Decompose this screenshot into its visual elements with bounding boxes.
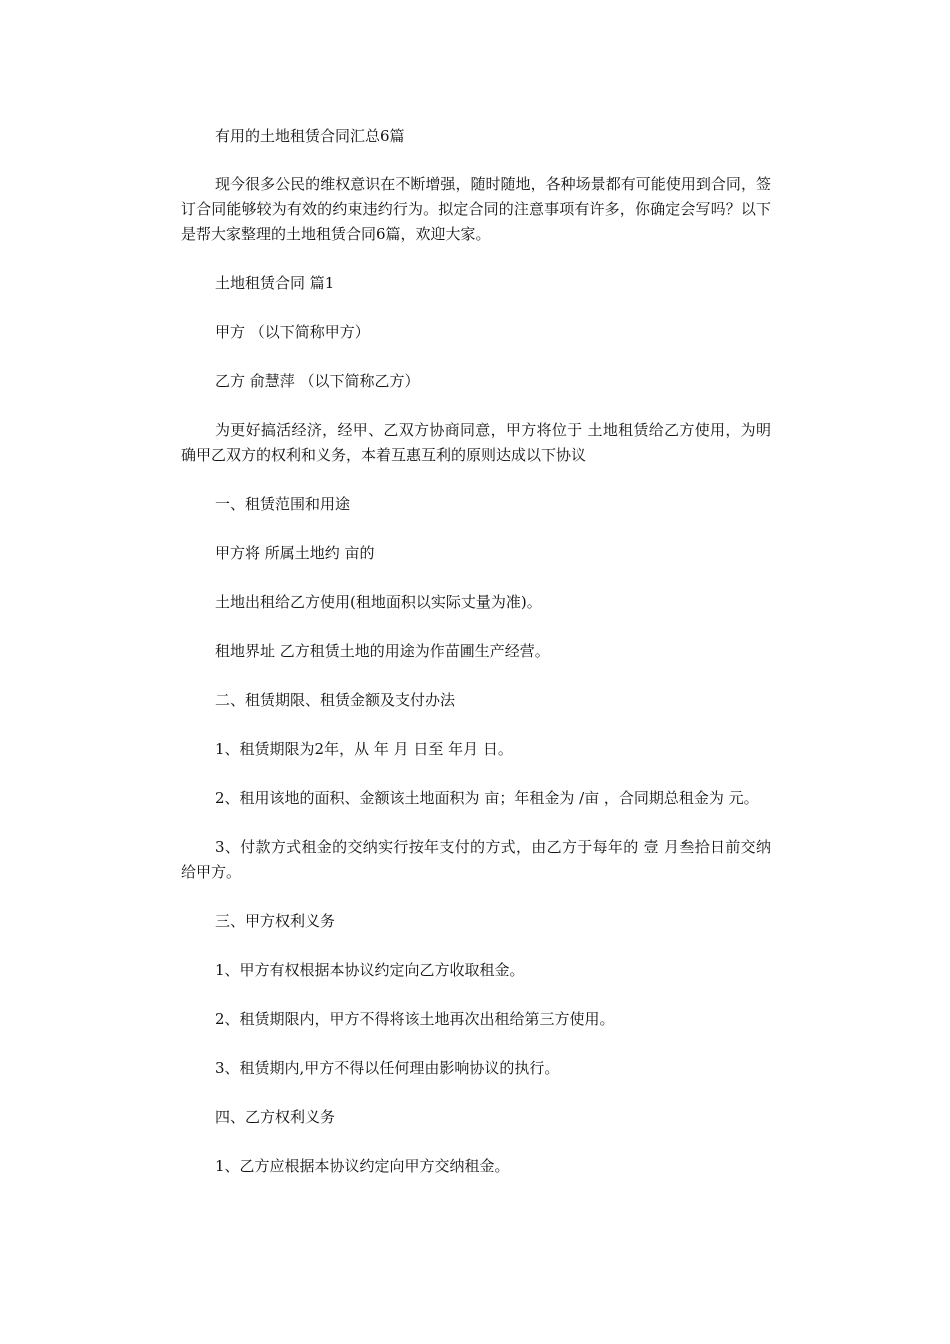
clause-text: 2、租赁期限内，甲方不得将该土地再次出租给第三方使用。 <box>215 1010 615 1028</box>
preamble-paragraph: 为更好搞活经济，经甲、乙双方协商同意，甲方将位于 土地租赁给乙方使用，为明确甲乙双方的权利和义务，本着互惠互利的原则达成以下协议 <box>181 421 771 464</box>
clause-heading: 二、租赁期限、租赁金额及支付办法 <box>215 691 456 709</box>
clause-text: 1、租赁期限为2年，从 年 月 日至 年月 日。 <box>215 740 513 758</box>
clause-text: 1、甲方有权根据本协议约定向乙方收取租金。 <box>215 961 525 979</box>
section-heading: 土地租赁合同 篇1 <box>215 274 335 292</box>
intro-paragraph: 现今很多公民的维权意识在不断增强，随时随地，各种场景都有可能使用到合同，签订合同能够较为有效的约束违约行为。拟定合同的注意事项有许多，你确定会写吗？以下是帮大家整理的土地租赁合同6篇，欢迎大家。 <box>181 175 771 243</box>
clause-text: 2、租用该地的面积、金额该土地面积为 亩；年租金为 /亩 ，合同期总租金为 元。 <box>215 789 759 807</box>
clause-text: 1、乙方应根据本协议约定向甲方交纳租金。 <box>215 1157 510 1175</box>
clause-heading: 一、租赁范围和用途 <box>215 495 351 513</box>
document-body <box>181 124 771 1203</box>
party-a-line: 甲方 （以下简称甲方） <box>215 323 370 341</box>
clause-heading: 四、乙方权利义务 <box>215 1108 336 1126</box>
clause-text: 土地出租给乙方使用(租地面积以实际丈量为准)。 <box>215 593 542 611</box>
clause-text: 3、付款方式租金的交纳实行按年支付的方式，由乙方于每年的 壹 月叁拾日前交纳给甲方。 <box>181 838 771 881</box>
document-title: 有用的土地租赁合同汇总6篇 <box>215 127 405 145</box>
party-b-line: 乙方 俞慧萍 （以下简称乙方） <box>215 372 420 390</box>
clause-text: 租地界址 乙方租赁土地的用途为作苗圃生产经营。 <box>215 642 550 660</box>
clause-heading: 三、甲方权利义务 <box>215 912 336 930</box>
clause-text: 3、租赁期内,甲方不得以任何理由影响协议的执行。 <box>215 1059 560 1077</box>
clause-text: 甲方将 所属土地约 亩的 <box>215 544 375 562</box>
